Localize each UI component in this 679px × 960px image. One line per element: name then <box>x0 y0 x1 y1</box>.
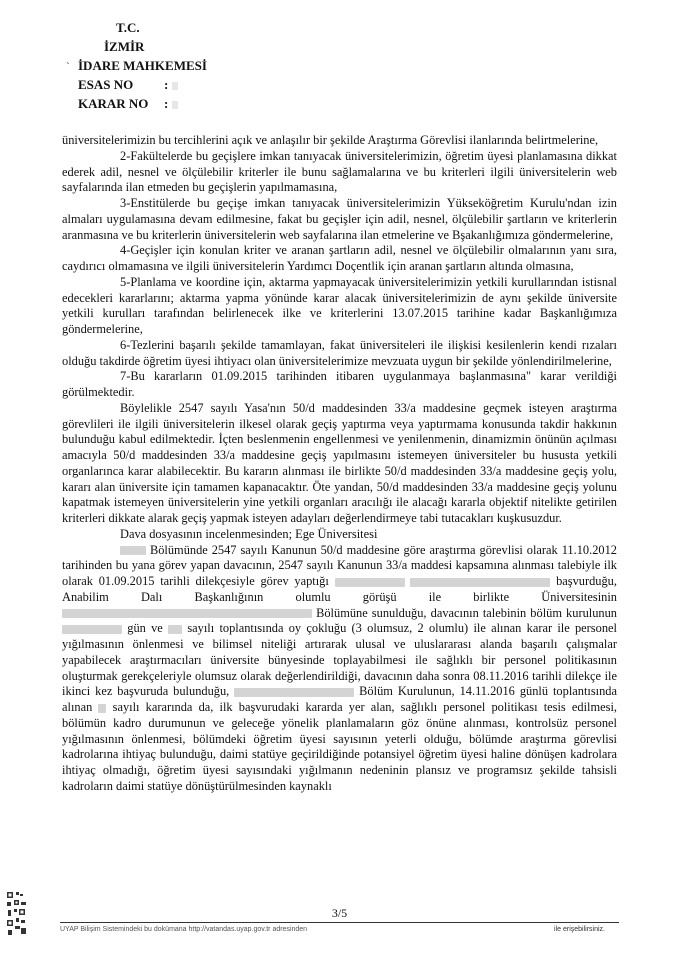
redacted-text <box>335 578 405 587</box>
esas-no-row <box>78 75 207 94</box>
footer-right-text: ile erişebilirsiniz. <box>554 926 605 933</box>
paragraph-10-part-c: Üniversitesinin <box>541 589 617 604</box>
redacted-text <box>234 688 354 697</box>
paragraph-7: 7-Bu kararların 01.09.2015 tarihinden itibaren uygulanmaya başlanmasına" karar verildiği görülmektedir. <box>62 369 617 399</box>
footer-text: UYAP Bilişim Sistemindeki bu dokümana http://vatandas.uyap.gov.tr adresinden <box>60 926 308 933</box>
document-body <box>62 133 617 795</box>
paragraph-2: 2-Fakültelerde bu geçişlere imkan tanıyacak üniversitelerimizin, öğretim üyesi planlamasına dikkat ederek adil, nesnel ve ölçülebilir kriterler ile bunu sağlamalarına ve bu kriterleri ilgili üniversitelerin web sayfalarında ilan etmeden bu geçişlerin yapılmamasına, <box>62 148 617 195</box>
redacted-esas-no <box>172 82 178 90</box>
redacted-number <box>168 625 182 634</box>
paragraph-10-part-g: Bölüm Kurulunun, 14.11.2016 günlü toplantısında alınan <box>62 684 617 714</box>
paragraph-8: Böylelikle 2547 sayılı Yasa'nın 50/d maddesinden 33/a maddesine geçmek isteyen araştırma görevlileri ile ilgili üniversitelerin ilkesel olarak geçiş yaptırma veya yaptırmama konusunda takdir hakkının bulunduğu kabul edilmektedir. İçten beslenmenin engellenmesi ve yenilenmenin, dinamizmin önünün açılması amacıyla 50/d maddesinden 33/a maddesine geçiş yapılmasını istemeyen üniversiteler bu hususta yetkili organlarınca karar alabilecektir. Bu kararın alınması ile birlikte 50/d maddesinden 33/a maddesine geçiş yolu, kararı alan üniversite için tamamen kapanacaktır. Öte yandan, 50/d maddesinden 33/a maddesine geçiş yolunu kapatmak istemeyen üniversitelerin yine yetkili organları aracılığı ile alacağı kararla objektif nitelikte getirilen kriterleri dikkate alarak geçiş yapmak isteyen adayları değerlendirmeye tabi tutacakları kuşkusuzdur. <box>62 400 617 525</box>
paragraph-10-part-e: gün ve <box>127 621 163 636</box>
paragraph-10-part-a: Bölümünde 2547 sayılı Kanunun 50/d maddesine göre araştırma görevlisi olarak 11.10.2012 tarihinden bu yana görev yapan davacının, 2547 sayılı Kanunun 33/a maddesi kapsamına alınması talebiyle ilk olarak 01.09.2015 tarihli dilekçesiyle görev yaptığı <box>62 542 617 588</box>
paragraph-10-part-h: sayılı kararında da, ilk başvurudaki kararda yer alan, sağlıklı personel politikası tesis edilmesi, bölümün kadro durumunun ve geleceğe yönelik planlamaların göz önüne alınması, kontrolsüz personel yığılmasının önlenmesi, bölümdeki öğretim üyesi sayısının yeterli olduğu, bölümde araştırma görevlisi kadrolarına ihtiyaç bulunduğu, daimi statüye geçirildiğinde potansiyel öğretim üyesi haline dönüşen kadrolara ihtiyaç olmadığı, öğretim üyesi sayısındaki yığılmanın nedeninin plansız ve programsız şekilde tahsisli kadroların daimi statüye dönüştürülmesinden kaynaklı <box>62 700 617 793</box>
redacted-number <box>98 704 106 713</box>
karar-no-row <box>78 94 207 113</box>
header-court: İDARE MAHKEMESİ <box>78 58 207 73</box>
paragraph-3: 3-Enstitülerde bu geçişe imkan tanıyacak üniversitelerimizin Yükseköğretim Kurulu'ndan izin almaları uygulamasına devam edilmesine, fakat bu geçişler için adil, nesnel, ölçülebilir şartların ve kriterlerin aranmasına ve bu kriterlerin üniversitelerin web sayfalarına ilan etmelerine ve Bşakanlığımıza göndermelerine, <box>62 196 617 242</box>
redacted-text <box>410 578 550 587</box>
page-number: 3/5 <box>331 906 348 920</box>
redacted-karar-no <box>172 101 178 109</box>
paragraph-6: 6-Tezlerini başarılı şekilde tamamlayan, fakat üniversiteleri ile ilişkisi kesilenlerin kendi rızaları olduğu takdirde öğretim üyesi ihtiyacı olan üniversitelerimize mevzuata uygun bir şekilde yönlendirilmelerine, <box>62 337 617 368</box>
paragraph-1: üniversitelerimizin bu tercihlerini açık ve anlaşılır bir şekilde Araştırma Görevlisi ilanlarında belirtmelerine, <box>62 133 599 147</box>
redacted-text <box>62 609 312 618</box>
paragraph-10-part-f: sayılı toplantısında oy çokluğu (3 olumsuz, 2 olumlu) ile alınan karar ile personel yığılmasının önlenmesi ve bilimsel niteliği artırarak ulusal ve uluslararası alanda başarılı çalışmalar yapabilecek araştırmacıları üniversite bünyesinde toplayabilmesi ile sağlıklı bir personel politikasının oluşturmak gerekçeleriyle olumsuz olarak değerlendirildiği, davacının daha sonra 08.11.2016 tarihli dilekçe ile ikinci kez başvuruda bulunduğu, <box>62 621 617 699</box>
header-tc: T.C. <box>116 20 140 35</box>
paragraph-4: 4-Geçişler için konulan kriter ve aranan şartların adil, nesnel ve ölçülebilir olmalarının yanı sıra, caydırıcı olmamasına ve ilgili üniversitelerin Yardımcı Doçentlik için aranan şartların altında olmasına, <box>62 243 617 273</box>
paragraph-10 <box>62 543 617 795</box>
paragraph-10-part-d: Bölümüne sunulduğu, davacının talebinin bölüm kurulunun <box>316 605 617 620</box>
header-city: İZMİR <box>104 39 145 54</box>
redacted-text <box>120 546 146 555</box>
esas-no-colon: : <box>164 77 169 92</box>
header-mark: ` <box>66 61 70 73</box>
paragraph-10-part-b: başvurduğu, Anabilim Dalı Başkanlığının olumlu görüşü ile birlikte <box>62 574 617 604</box>
redacted-date <box>62 625 122 634</box>
paragraph-9: Dava dosyasının incelenmesinden; Ege Üniversitesi <box>120 526 378 541</box>
paragraph-5: 5-Planlama ve koordine için, aktarma yapmayacak üniversitelerimizin yetkili kurullarından istisnal edecekleri kararlarını; aktarma yapma yönünde karar alacak üniversitelerimizin de aynı şekilde üniversite yetkili kurulları tarafından belirlenecek ilke ve kriterlerini 13.07.2015 tarihine kadar Başkanlığımıza göndermelerine, <box>62 274 617 336</box>
karar-no-label: KARAR NO <box>78 96 149 111</box>
karar-no-colon: : <box>164 96 169 111</box>
document-header <box>66 18 207 113</box>
footer-divider <box>60 922 619 923</box>
esas-no-label: ESAS NO <box>78 77 134 92</box>
